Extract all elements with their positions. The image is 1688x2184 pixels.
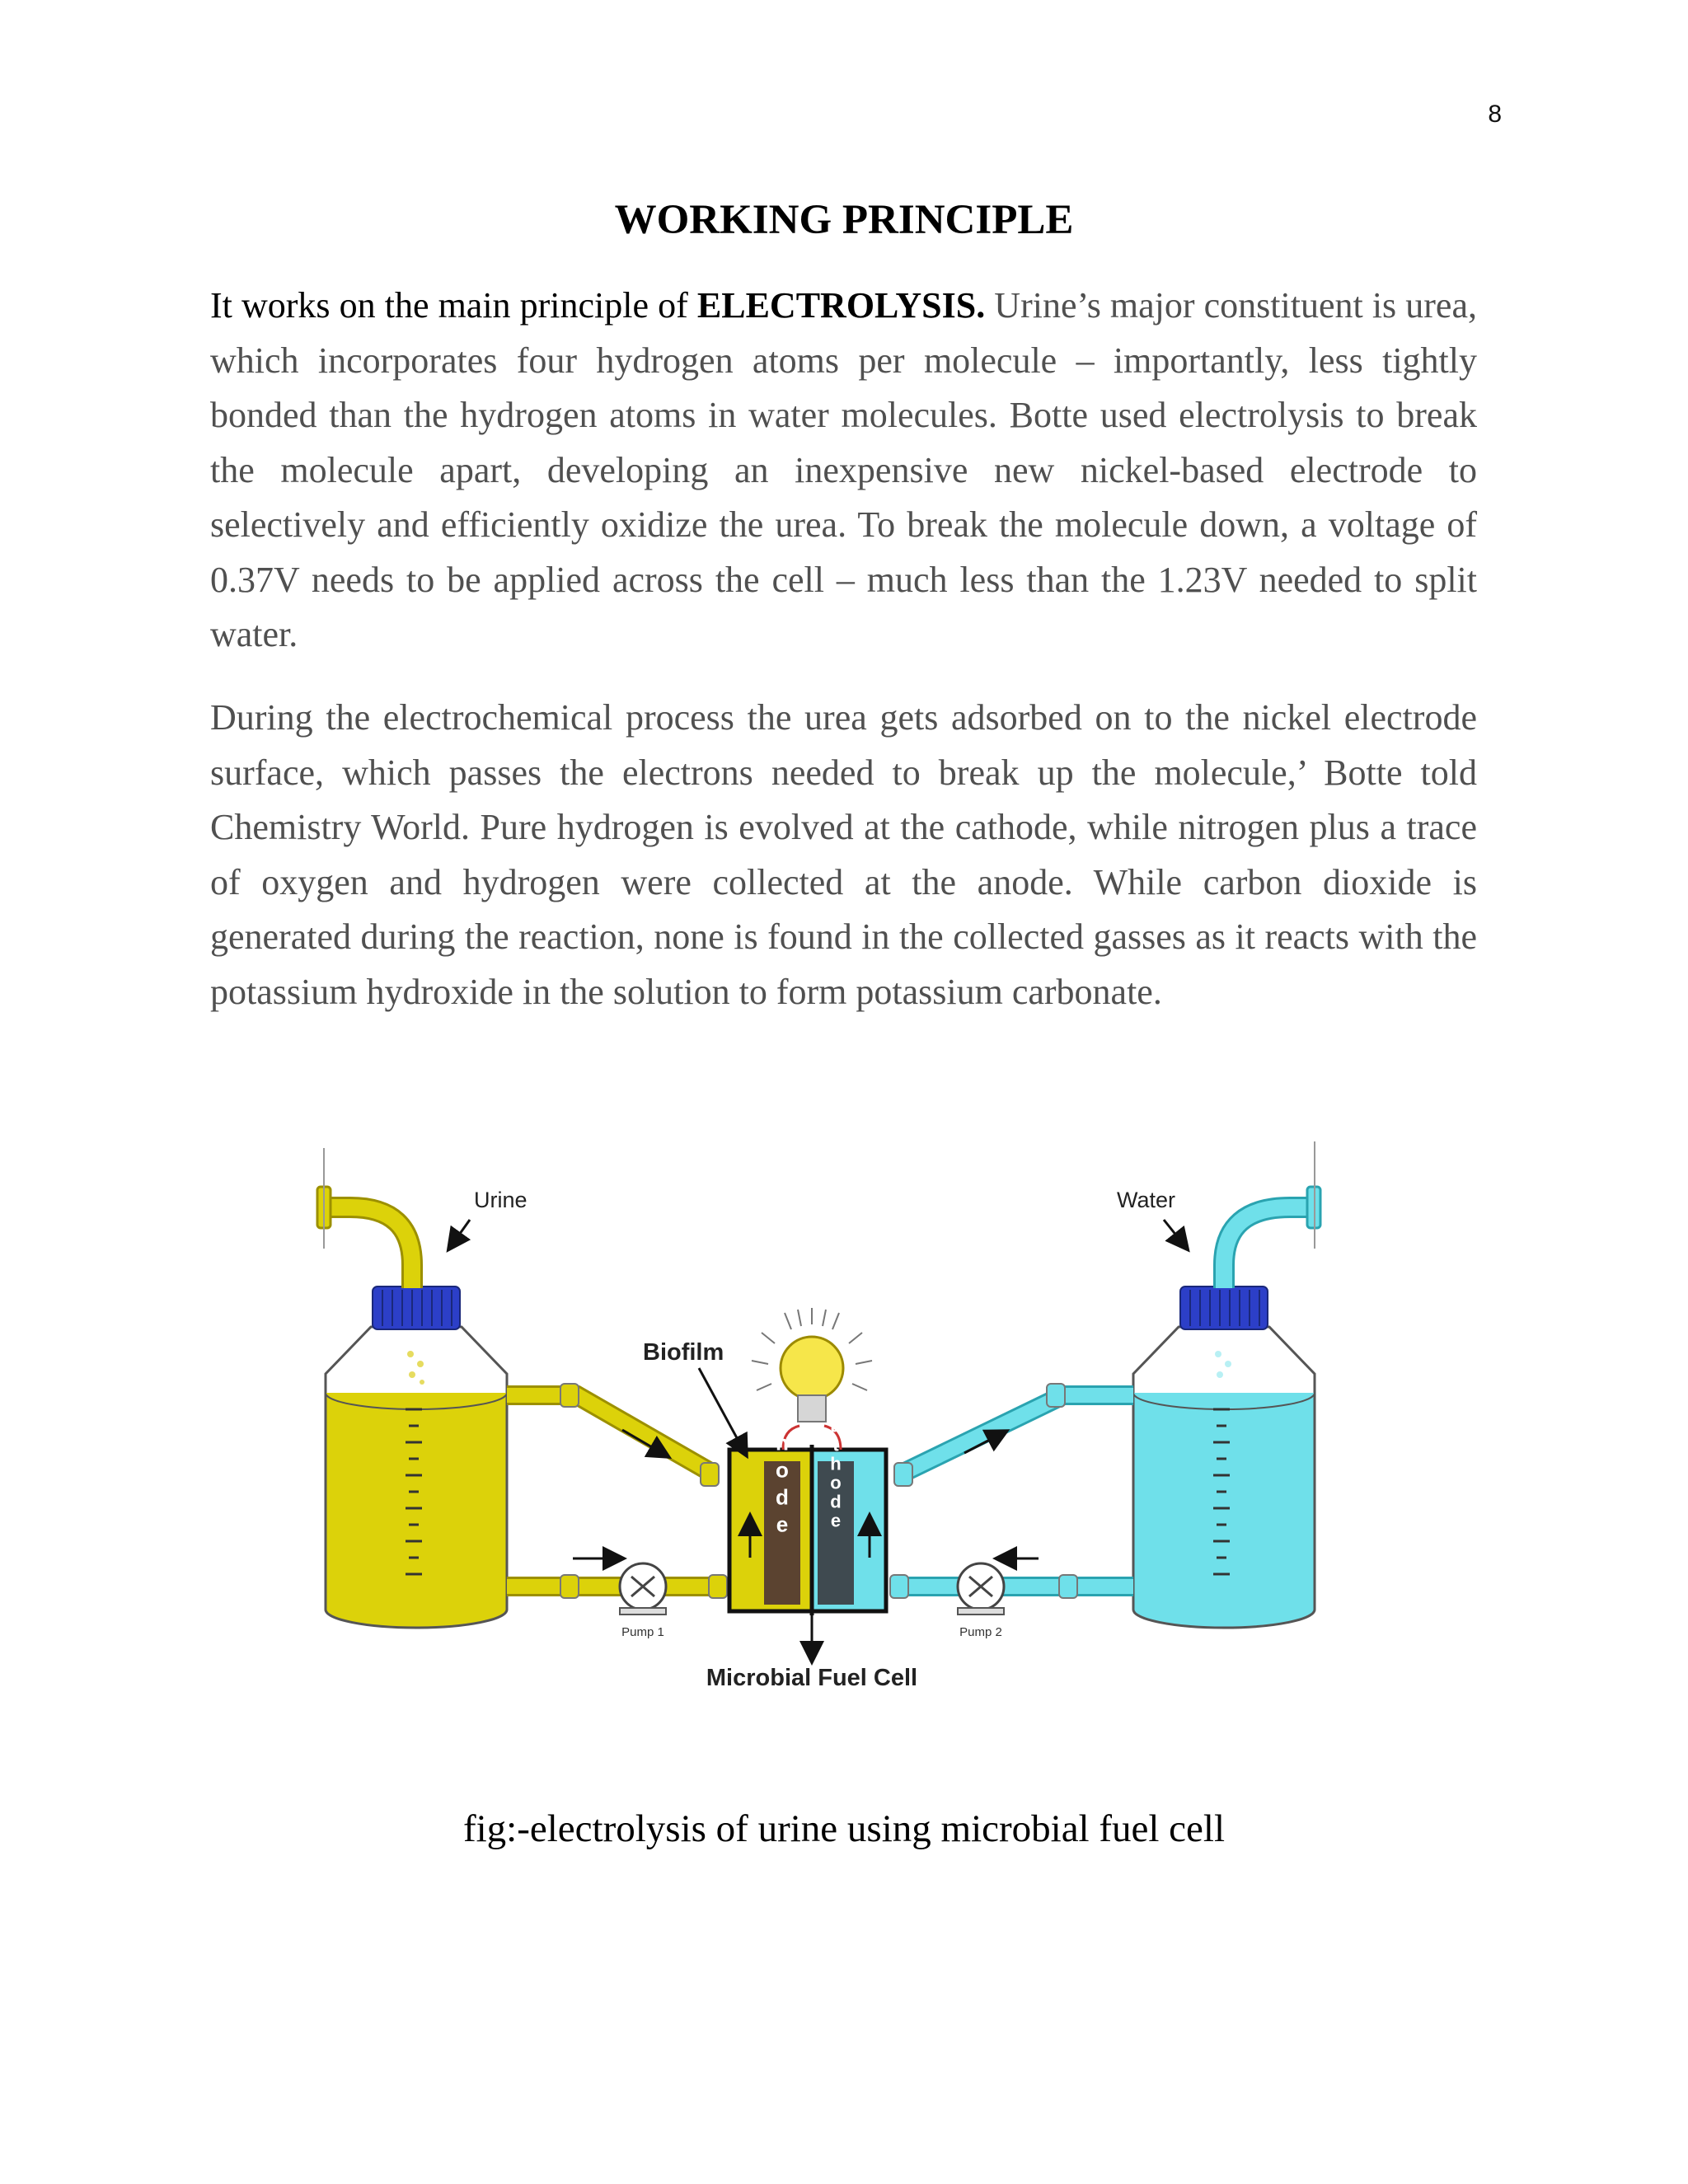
anode-label: Anode — [770, 1403, 795, 1540]
microbial-fuel-cell-diagram — [313, 1141, 1327, 1718]
pump-1-label: Pump 1 — [621, 1625, 664, 1639]
urine-liquid — [326, 1393, 507, 1628]
intro-body-text: Urine’s major constituent is urea, which incorporates four hydrogen atoms per molecule – importantly, less tightly bonded than the hydrogen atoms in water molecules. Botte used electrolysis to break the molecule apart, developing an inexpensive new nickel-based electrode to selectively and efficiently oxidize the urea. To break the molecule down, a voltage of 0.37V needs to be applied across the cell – much less than the 1.23V needed to split water. — [210, 285, 1477, 654]
water-label: Water — [1117, 1188, 1176, 1212]
pump-1 — [620, 1563, 666, 1615]
fuel-cell — [729, 1445, 886, 1661]
intro-lead-text: It works on the main principle of — [210, 285, 697, 326]
biofilm-label: Biofilm — [643, 1339, 724, 1366]
water-bottle-cap — [1180, 1286, 1268, 1329]
pump-2-label: Pump 2 — [959, 1625, 1002, 1639]
paragraph-intro — [210, 279, 1477, 663]
electrolysis-term: ELECTROLYSIS. — [696, 285, 986, 326]
right-tubes — [890, 1384, 1133, 1598]
page-number: 8 — [1488, 101, 1502, 128]
cathode-label: Cathode — [825, 1396, 846, 1530]
pump-2 — [958, 1563, 1004, 1615]
water-bottle — [1133, 1286, 1315, 1628]
urine-label: Urine — [474, 1188, 528, 1212]
figure-caption: fig:-electrolysis of urine using microbial fuel cell — [462, 1807, 1226, 1850]
left-tubes — [507, 1384, 727, 1598]
paragraph-process: During the electrochemical process the urea gets adsorbed on to the nickel electrode surface, which passes the electrons needed to break up the molecule,’ Botte told Chemistry World. Pure hydrogen is evolved at the cathode, while nitrogen plus a trace of oxygen and hydrogen were collected at the anode. While carbon dioxide is generated during the reaction, none is found in the collected gasses as it reacts with the potassium hydroxide in the solution to form potassium carbonate. — [210, 697, 1477, 1012]
diagram-title-label: Microbial Fuel Cell — [706, 1665, 918, 1691]
water-liquid — [1133, 1393, 1315, 1628]
urine-bottle — [326, 1286, 507, 1628]
urine-bottle-cap — [373, 1286, 460, 1329]
section-heading: WORKING PRINCIPLE — [614, 197, 1074, 243]
